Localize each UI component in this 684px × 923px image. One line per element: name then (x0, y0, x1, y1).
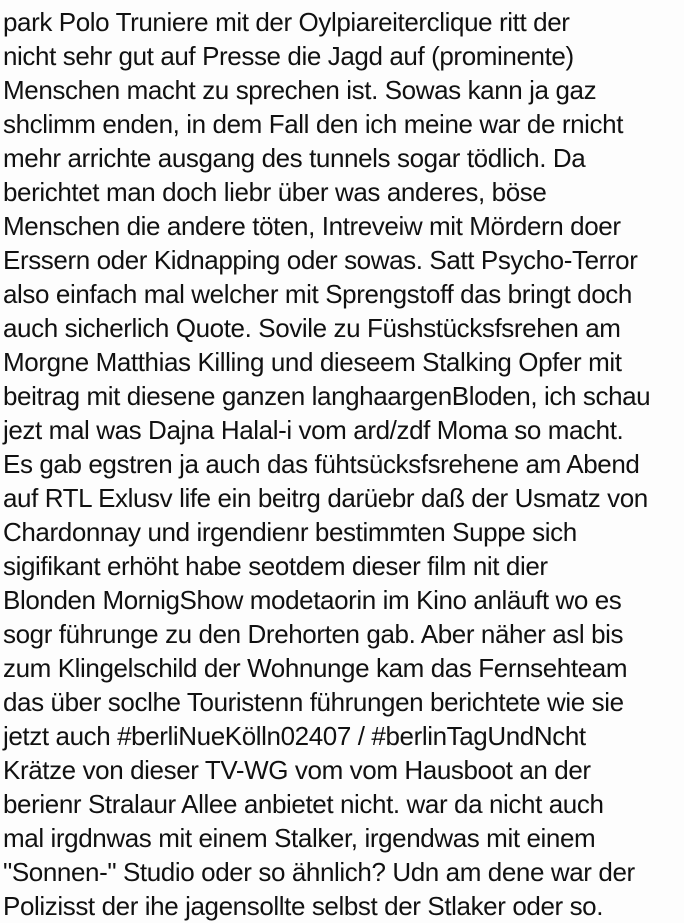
text-line: jezt mal was Dajna Halal-i vom ard/zdf Moma so macht. (3, 415, 624, 445)
text-line: berienr Stralaur Allee anbietet nicht. war da nicht auch (3, 789, 604, 819)
text-line: "Sonnen-" Studio oder so ähnlich? Udn am dene war der (3, 857, 635, 887)
text-line: Es gab egstren ja auch das fühtsücksfsrehene am Abend (3, 449, 640, 479)
text-line: mal irgdnwas mit einem Stalker, irgendwas mit einem (3, 823, 596, 853)
text-line: berichtet man doch liebr über was anderes, böse (3, 177, 547, 207)
text-line: nicht sehr gut auf Presse die Jagd auf (prominente) (3, 41, 574, 71)
text-line: Polizisst der ihe jagensollte selbst der Stlaker oder so. (3, 891, 604, 921)
text-line: Morgne Matthias Killing und dieseem Stalking Opfer mit (3, 347, 622, 377)
text-line: sogr führunge zu den Drehorten gab. Aber näher asl bis (3, 619, 624, 649)
text-line: auch sicherlich Quote. Sovile zu Füshstücksfsrehen am (3, 313, 621, 343)
text-line: Menschen die andere töten, Intreveiw mit Mördern doer (3, 211, 621, 241)
text-line: zum Klingelschild der Wohnunge kam das Fernsehteam (3, 653, 628, 683)
text-line: Chardonnay und irgendienr bestimmten Suppe sich (3, 517, 577, 547)
text-line: shclimm enden, in dem Fall den ich meine war de rnicht (3, 109, 624, 139)
text-line: mehr arrichte ausgang des tunnels sogar tödlich. Da (3, 143, 586, 173)
text-line: Erssern oder Kidnapping oder sowas. Satt Psycho-Terror (3, 245, 638, 275)
text-line: park Polo Truniere mit der Oylpiareiterclique ritt der (3, 7, 570, 37)
text-line: jetzt auch #berliNueKölln02407 / #berlinTagUndNcht (3, 721, 586, 751)
text-line: also einfach mal welcher mit Sprengstoff das bringt doch (3, 279, 632, 309)
text-line: Menschen macht zu sprechen ist. Sowas kann ja gaz (3, 75, 597, 105)
text-line: auf RTL Exlusv life ein beitrg darüebr daß der Usmatz von (3, 483, 648, 513)
text-line: Blonden MornigShow modetaorin im Kino anläuft wo es (3, 585, 622, 615)
text-line: sigifikant erhöht habe seotdem dieser film nit dier (3, 551, 548, 581)
text-line: beitrag mit diesene ganzen langhaargenBloden, ich schau (3, 381, 651, 411)
text-line: das über soclhe Touristenn führungen berichtete wie sie (3, 687, 624, 717)
text-line: Krätze von dieser TV-WG vom vom Hausboot an der (3, 755, 591, 785)
